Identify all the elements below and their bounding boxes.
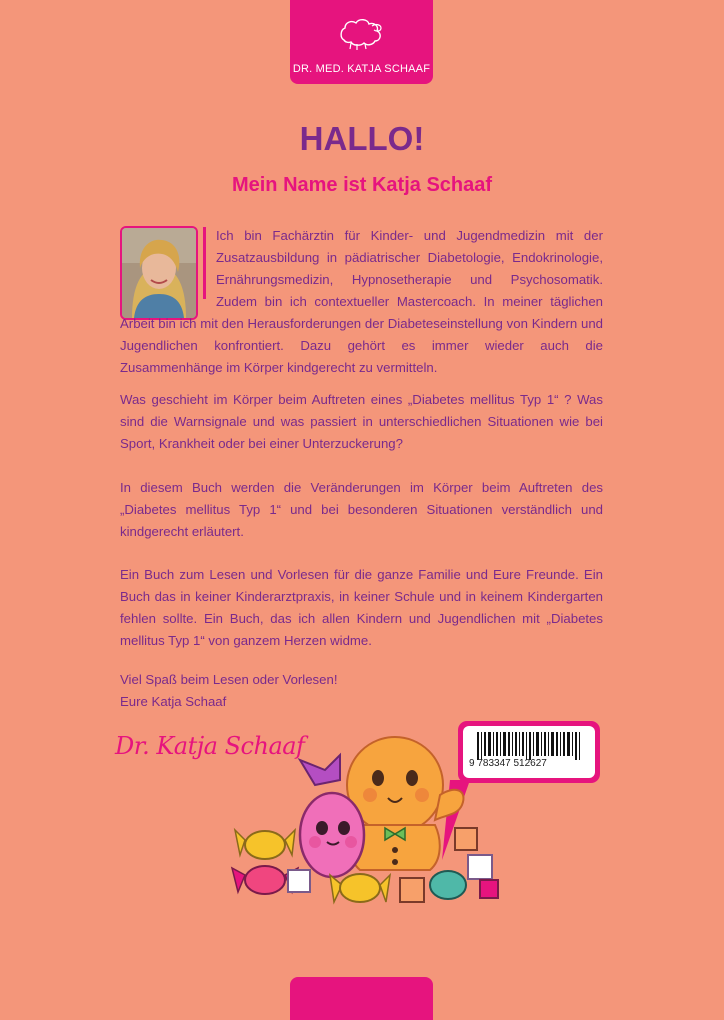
- isbn-digits: 9 783347 512627: [469, 758, 547, 769]
- paragraph-dedication: Ein Buch zum Lesen und Vorlesen für die ganze Familie und Eure Freunde. Ein Buch das in keiner Kinderarztpraxis, in keiner Schule und in keinem Kindergarten fehlen sollte. Ein Buch, das ich allen Kindern und Jugendlichen mit „Diabetes mellitus Typ 1“ von ganzem Herzen widme.: [120, 567, 603, 648]
- isbn-barcode: [458, 721, 600, 783]
- closing-line: Viel Spaß beim Lesen oder Vorlesen!: [120, 672, 338, 687]
- brand-name: DR. MED. KATJA SCHAAF: [292, 63, 431, 75]
- brand-tab: [290, 0, 433, 84]
- signature: Dr. Katja Schaaf: [115, 732, 305, 760]
- bottom-tab: [290, 977, 433, 1020]
- sheep-icon: [338, 16, 384, 52]
- page-subtitle: Mein Name ist Katja Schaaf: [231, 174, 493, 196]
- closing-name: Eure Katja Schaaf: [120, 694, 227, 709]
- intro-paragraph: Ich bin Fachärztin für Kinder- und Jugendmedizin mit der Zusatzausbildung in pädiatrischer Diabetologie, Endokrinologie, Ernährungsmedizin, Hypnosetherapie und Psychosomatik. Zudem bin ich contextueller Mastercoach. In meiner täglichen Arbeit bin ich mit den Herausforderungen der Diabeteseinstellung von Kindern und Jugendlichen konfrontiert. Dazu gehört es immer wieder auch die Zusammenhänge im Körper kindgerecht zu vermitteln.: [120, 228, 603, 375]
- paragraph-book-content: In diesem Buch werden die Veränderungen im Körper beim Auftreten des „Diabetes mellitus Typ 1“ und bei besonderen Situationen verständlich und kindgerecht erläutert.: [120, 480, 603, 539]
- page-title: HALLO!: [299, 120, 425, 157]
- gingerbread-man: [347, 737, 463, 870]
- paragraph-questions: Was geschieht im Körper beim Auftreten eines „Diabetes mellitus Typ 1“ ? Was sind die Warnsignale und was passiert in unterschiedlichen Situationen wie bei Sport, Krankheit oder bei einer Unterzuckerung?: [120, 392, 603, 451]
